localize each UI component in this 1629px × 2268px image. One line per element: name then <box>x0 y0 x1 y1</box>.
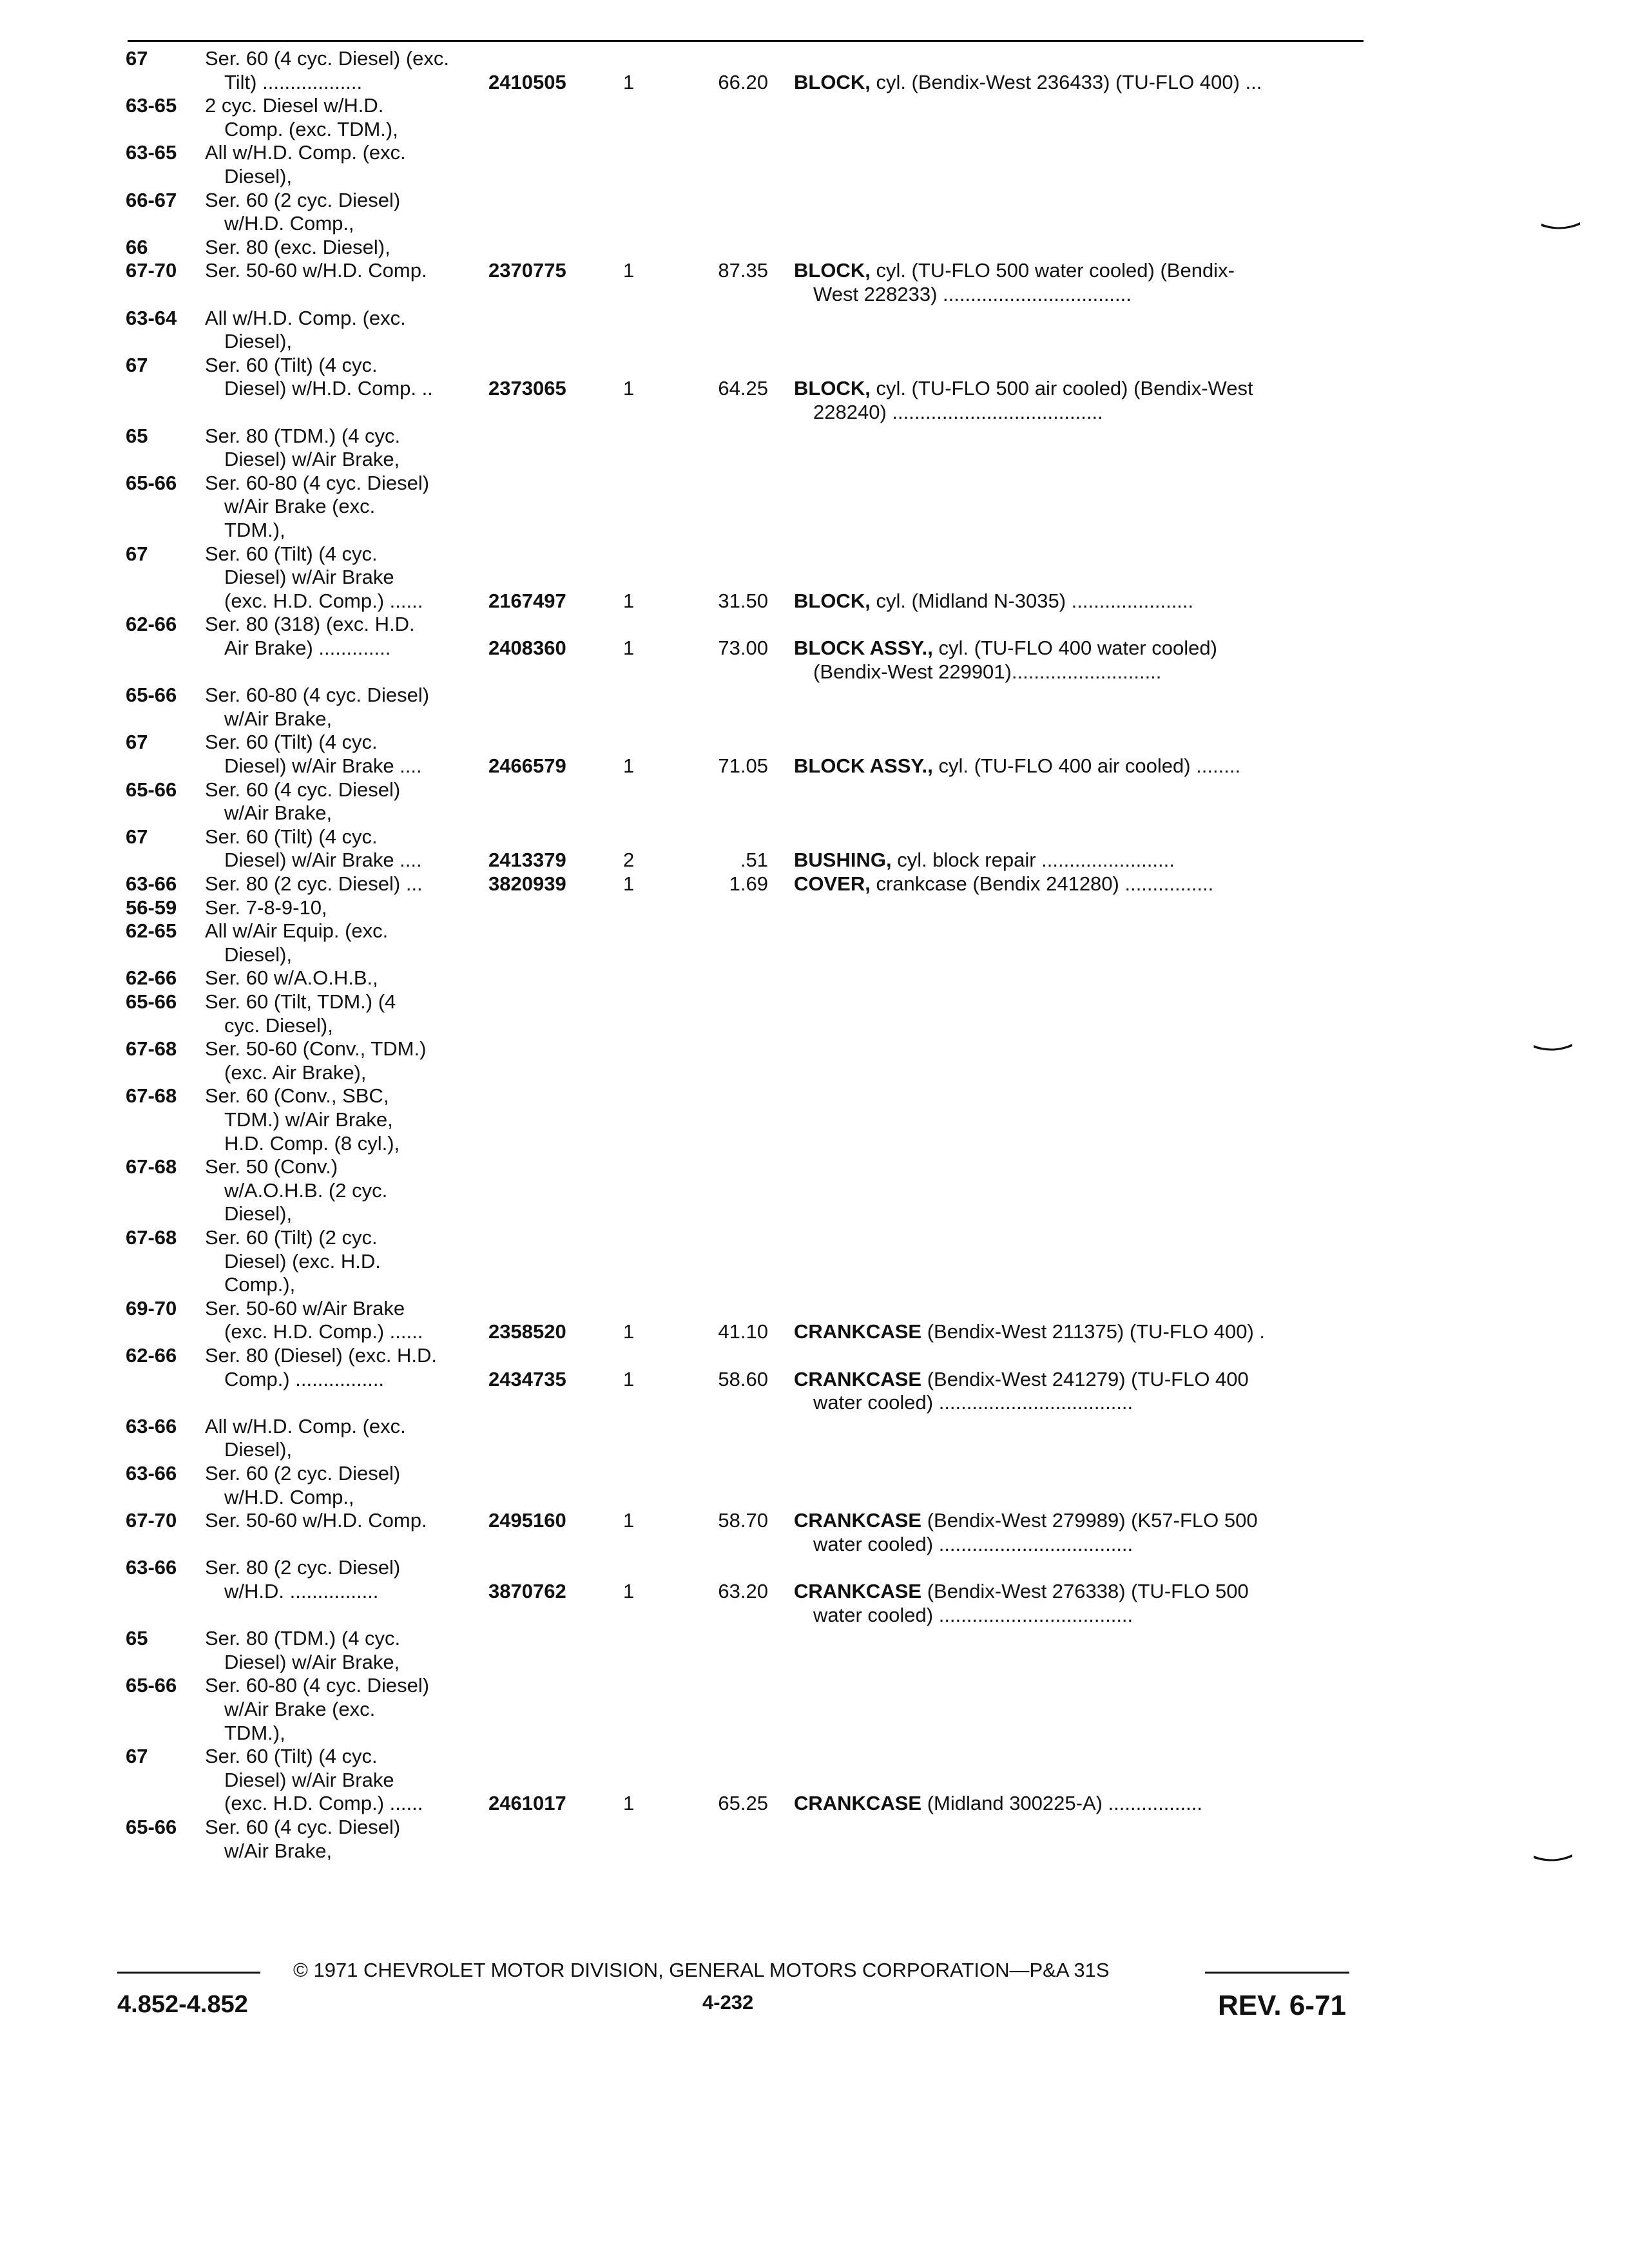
list-item <box>0 896 1629 920</box>
top-rule <box>128 40 1364 42</box>
part-name-detail: crankcase (Bendix 241280) ................ <box>870 872 1214 895</box>
application-description: w/H.D. ................ <box>224 1580 379 1602</box>
model-years: 62-66 <box>126 966 177 989</box>
model-years: 63-66 <box>126 1462 177 1485</box>
application-description: Diesel) w/Air Brake <box>224 1769 394 1791</box>
application-description: Ser. 80 (318) (exc. H.D. <box>205 613 415 635</box>
model-years: 67 <box>126 354 148 376</box>
quantity: 1 <box>623 377 635 399</box>
application-description: Ser. 80 (Diesel) (exc. H.D. <box>205 1344 438 1367</box>
list-item <box>0 376 1629 401</box>
part-name-keyword: BLOCK, <box>794 590 871 612</box>
list-item <box>0 990 1629 1014</box>
part-name <box>794 258 1235 283</box>
list-item <box>0 1461 1629 1486</box>
application-description: Diesel) w/H.D. Comp. .. <box>224 377 433 399</box>
list-item <box>0 778 1629 802</box>
application-description: Ser. 60 (4 cyc. Diesel) <box>205 778 401 801</box>
application-description: Ser. 80 (TDM.) (4 cyc. <box>205 1627 401 1649</box>
part-name <box>794 754 1240 778</box>
application-description: Ser. 7-8-9-10, <box>205 896 327 919</box>
list-item <box>0 612 1629 637</box>
part-number: 3820939 <box>488 872 566 895</box>
footer-rule-left <box>117 1972 260 1974</box>
quantity: 2 <box>623 849 635 871</box>
quantity: 1 <box>623 71 635 93</box>
part-name-detail: cyl. (TU-FLO 400 water cooled) <box>932 637 1217 659</box>
part-number: 2358520 <box>488 1320 566 1343</box>
application-description: Ser. 80 (2 cyc. Diesel) <box>205 1556 401 1579</box>
part-name-keyword: BLOCK ASSY., <box>794 754 933 777</box>
list-item <box>0 1414 1629 1439</box>
list-item <box>0 1626 1629 1651</box>
list-item <box>0 1320 1629 1344</box>
application-description: H.D. Comp. (8 cyl.), <box>224 1132 400 1155</box>
model-years: 63-65 <box>126 94 177 117</box>
application-description: Ser. 60 (4 cyc. Diesel) (exc. <box>205 47 450 70</box>
part-name-detail: (Bendix-West 211375) (TU-FLO 400) . <box>921 1320 1266 1343</box>
application-description: Ser. 60 (Tilt) (4 cyc. <box>205 354 378 376</box>
model-years: 66 <box>126 236 148 258</box>
part-name-detail: cyl. block repair ........................ <box>891 849 1175 871</box>
part-number: 2461017 <box>488 1792 566 1814</box>
price: 1.69 <box>729 872 768 895</box>
list-item <box>0 117 1629 142</box>
price: 58.60 <box>718 1368 768 1390</box>
part-name-detail: cyl. (TU-FLO 400 air cooled) ........ <box>932 754 1241 777</box>
part-number: 2373065 <box>488 377 566 399</box>
list-item <box>0 636 1629 660</box>
list-item <box>0 1532 1629 1557</box>
list-item <box>0 70 1629 95</box>
application-description: Ser. 60 (Tilt) (4 cyc. <box>205 543 378 565</box>
list-item <box>0 943 1629 967</box>
list-item <box>0 258 1629 283</box>
quantity: 1 <box>623 1320 635 1343</box>
quantity: 1 <box>623 1580 635 1602</box>
list-item <box>0 306 1629 331</box>
price: 31.50 <box>718 590 768 612</box>
model-years: 66-67 <box>126 189 177 211</box>
list-item <box>0 919 1629 943</box>
application-description: Ser. 60-80 (4 cyc. Diesel) <box>205 1674 430 1696</box>
part-name-detail: (Bendix-West 241279) (TU-FLO 400 <box>921 1368 1249 1390</box>
part-number: 2410505 <box>488 71 566 93</box>
application-description: Ser. 80 (TDM.) (4 cyc. <box>205 425 401 447</box>
list-item <box>0 235 1629 260</box>
model-years: 63-65 <box>126 141 177 164</box>
application-description: Ser. 60-80 (4 cyc. Diesel) <box>205 684 430 706</box>
part-name-keyword: BLOCK, <box>794 377 871 399</box>
application-description: Diesel) w/Air Brake .... <box>224 754 422 777</box>
application-description: All w/H.D. Comp. (exc. <box>205 1415 406 1437</box>
model-years: 69-70 <box>126 1297 177 1320</box>
model-years: 67 <box>126 543 148 565</box>
list-item <box>0 447 1629 472</box>
list-item <box>0 1084 1629 1108</box>
part-name-keyword: CRANKCASE <box>794 1320 922 1343</box>
list-item <box>0 1555 1629 1580</box>
price: .51 <box>740 849 768 871</box>
quantity: 1 <box>623 637 635 659</box>
application-description: All w/H.D. Comp. (exc. <box>205 141 406 164</box>
part-number: 2370775 <box>488 259 566 282</box>
list-item <box>0 1061 1629 1085</box>
list-item <box>0 518 1629 543</box>
application-description: w/H.D. Comp., <box>224 1486 354 1508</box>
application-description: TDM.), <box>224 519 285 541</box>
quantity: 1 <box>623 1368 635 1390</box>
application-description: Diesel) w/Air Brake <box>224 566 394 588</box>
application-description: cyc. Diesel), <box>224 1014 333 1037</box>
list-item <box>0 400 1629 425</box>
quantity: 1 <box>623 1792 635 1814</box>
price: 66.20 <box>718 71 768 93</box>
list-item <box>0 707 1629 731</box>
model-years: 62-66 <box>126 613 177 635</box>
application-description: Diesel), <box>224 1202 293 1225</box>
list-item <box>0 801 1629 825</box>
application-description: Comp. (exc. TDM.), <box>224 118 398 140</box>
part-name-keyword: BLOCK ASSY., <box>794 637 933 659</box>
model-years: 56-59 <box>126 896 177 919</box>
part-name <box>794 1320 1265 1344</box>
list-item <box>0 1673 1629 1698</box>
price: 41.10 <box>718 1320 768 1343</box>
list-item <box>0 825 1629 849</box>
price: 73.00 <box>718 637 768 659</box>
application-description: Ser. 60 (2 cyc. Diesel) <box>205 1462 401 1485</box>
part-name <box>794 376 1253 401</box>
application-description: Ser. 60 (4 cyc. Diesel) <box>205 1816 401 1838</box>
application-description: Ser. 60-80 (4 cyc. Diesel) <box>205 472 430 494</box>
application-description: Ser. 50-60 w/H.D. Comp. <box>205 1509 427 1532</box>
list-item <box>0 46 1629 71</box>
model-years: 67-68 <box>126 1084 177 1107</box>
part-name-continued: water cooled) ................................... <box>813 1391 1133 1414</box>
application-description: Diesel), <box>224 1438 293 1461</box>
list-item <box>0 1815 1629 1840</box>
list-item <box>0 1744 1629 1769</box>
list-item <box>0 471 1629 495</box>
quantity: 1 <box>623 754 635 777</box>
revision-date: REV. 6-71 <box>1218 1990 1346 2021</box>
quantity: 1 <box>623 1509 635 1532</box>
application-description: w/Air Brake, <box>224 707 333 730</box>
part-name-keyword: CRANKCASE <box>794 1509 922 1532</box>
part-number: 2495160 <box>488 1509 566 1532</box>
list-item <box>0 1178 1629 1203</box>
page-number: 4-232 <box>702 1991 754 2013</box>
list-item <box>0 1249 1629 1274</box>
part-name-detail: cyl. (Bendix-West 236433) (TU-FLO 400) ... <box>870 71 1262 93</box>
application-description: Ser. 80 (exc. Diesel), <box>205 236 390 258</box>
application-description: Diesel) w/Air Brake, <box>224 448 400 470</box>
list-item <box>0 683 1629 707</box>
list-item <box>0 1768 1629 1792</box>
application-description: Diesel) w/Air Brake .... <box>224 849 422 871</box>
footer-rule-right <box>1205 1972 1349 1974</box>
quantity: 1 <box>623 590 635 612</box>
model-years: 67 <box>126 825 148 848</box>
list-item <box>0 1508 1629 1533</box>
part-name <box>794 1508 1258 1533</box>
application-description: Diesel) w/Air Brake, <box>224 1651 400 1673</box>
part-number: 2466579 <box>488 754 566 777</box>
list-item <box>0 1791 1629 1816</box>
application-description: w/Air Brake, <box>224 802 333 824</box>
quantity: 1 <box>623 259 635 282</box>
part-number: 2408360 <box>488 637 566 659</box>
model-years: 67-68 <box>126 1155 177 1178</box>
application-description: (exc. H.D. Comp.) ...... <box>224 1320 423 1343</box>
application-description: Ser. 60 (Tilt) (4 cyc. <box>205 825 378 848</box>
list-item <box>0 424 1629 448</box>
part-name-keyword: CRANKCASE <box>794 1580 922 1602</box>
application-description: Ser. 60 (Tilt, TDM.) (4 <box>205 990 396 1013</box>
list-item <box>0 754 1629 778</box>
application-description: (exc. H.D. Comp.) ...... <box>224 590 423 612</box>
list-item <box>0 282 1629 307</box>
part-name-detail: cyl. (TU-FLO 500 water cooled) (Bendix- <box>870 259 1235 282</box>
model-years: 67-70 <box>126 1509 177 1532</box>
binder-mark <box>1534 1853 1572 1862</box>
part-name <box>794 1791 1202 1816</box>
application-description: Ser. 60 (Tilt) (4 cyc. <box>205 1745 378 1767</box>
application-description: (exc. H.D. Comp.) ...... <box>224 1792 423 1814</box>
part-name <box>794 1367 1249 1392</box>
part-name-detail: (Bendix-West 279989) (K57-FLO 500 <box>921 1509 1258 1532</box>
model-years: 65-66 <box>126 684 177 706</box>
part-name-continued: water cooled) ................................... <box>813 1533 1133 1555</box>
list-item <box>0 1131 1629 1156</box>
part-name-keyword: COVER, <box>794 872 871 895</box>
application-description: Ser. 50-60 w/H.D. Comp. <box>205 259 427 282</box>
part-name-detail: cyl. (Midland N-3035) ...................... <box>870 590 1194 612</box>
binder-mark <box>1541 221 1580 230</box>
model-years: 67-68 <box>126 1037 177 1060</box>
list-item <box>0 494 1629 519</box>
list-item <box>0 93 1629 118</box>
model-years: 65 <box>126 1627 148 1649</box>
list-item <box>0 1390 1629 1415</box>
application-description: Ser. 50-60 (Conv., TDM.) <box>205 1037 427 1060</box>
list-item <box>0 1108 1629 1132</box>
application-description: Ser. 60 (Conv., SBC, <box>205 1084 389 1107</box>
part-number: 3870762 <box>488 1580 566 1602</box>
section-number: 4.852-4.852 <box>117 1991 248 2018</box>
application-description: Ser. 50 (Conv.) <box>205 1155 338 1178</box>
model-years: 62-66 <box>126 1344 177 1367</box>
list-item <box>0 329 1629 354</box>
application-description: w/Air Brake (exc. <box>224 495 376 517</box>
application-description: Diesel), <box>224 330 293 352</box>
application-description: w/Air Brake, <box>224 1840 333 1862</box>
application-description: w/A.O.H.B. (2 cyc. <box>224 1179 388 1202</box>
part-name <box>794 872 1213 896</box>
part-name-keyword: BUSHING, <box>794 849 892 871</box>
part-name-keyword: BLOCK, <box>794 71 871 93</box>
list-item <box>0 1225 1629 1250</box>
model-years: 65-66 <box>126 1816 177 1838</box>
price: 63.20 <box>718 1580 768 1602</box>
list-item <box>0 1202 1629 1226</box>
list-item <box>0 1343 1629 1368</box>
application-description: Ser. 60 (Tilt) (4 cyc. <box>205 731 378 753</box>
application-description: w/Air Brake (exc. <box>224 1698 376 1720</box>
model-years: 63-64 <box>126 307 177 329</box>
model-years: 67-70 <box>126 259 177 282</box>
part-name <box>794 1579 1249 1604</box>
part-number: 2167497 <box>488 590 566 612</box>
part-name <box>794 589 1193 613</box>
model-years: 63-66 <box>126 1556 177 1579</box>
application-description: Ser. 60 w/A.O.H.B., <box>205 966 378 989</box>
application-description: Air Brake) ............. <box>224 637 391 659</box>
application-description: Ser. 80 (2 cyc. Diesel) ... <box>205 872 423 895</box>
list-item <box>0 140 1629 165</box>
part-name-detail: (Midland 300225-A) ................. <box>921 1792 1202 1814</box>
copyright-line: © 1971 CHEVROLET MOTOR DIVISION, GENERAL MOTORS CORPORATION—P&A 31S <box>293 1959 1110 1981</box>
part-name-keyword: CRANKCASE <box>794 1368 922 1390</box>
part-name-keyword: CRANKCASE <box>794 1792 922 1814</box>
list-item <box>0 589 1629 613</box>
application-description: (exc. Air Brake), <box>224 1061 367 1084</box>
model-years: 65-66 <box>126 778 177 801</box>
model-years: 67 <box>126 731 148 753</box>
list-item <box>0 848 1629 872</box>
list-item <box>0 353 1629 378</box>
part-name-continued: (Bendix-West 229901)........................... <box>813 660 1162 683</box>
part-name-continued: water cooled) ................................... <box>813 1604 1133 1626</box>
model-years: 65-66 <box>126 472 177 494</box>
list-item <box>0 542 1629 566</box>
model-years: 67 <box>126 1745 148 1767</box>
list-item <box>0 1296 1629 1321</box>
application-description: Tilt) .................. <box>224 71 363 93</box>
application-description: Diesel), <box>224 165 293 187</box>
list-item <box>0 1014 1629 1038</box>
list-item <box>0 164 1629 189</box>
binder-mark <box>1534 1043 1572 1052</box>
list-item <box>0 1037 1629 1061</box>
application-description: w/H.D. Comp., <box>224 212 354 235</box>
part-name <box>794 636 1217 660</box>
model-years: 63-66 <box>126 1415 177 1437</box>
list-item <box>0 188 1629 213</box>
price: 65.25 <box>718 1792 768 1814</box>
list-item <box>0 1579 1629 1604</box>
model-years: 63-66 <box>126 872 177 895</box>
list-item <box>0 730 1629 754</box>
price: 71.05 <box>718 754 768 777</box>
quantity: 1 <box>623 872 635 895</box>
part-name-continued: West 228233) .................................. <box>813 283 1132 305</box>
model-years: 65 <box>126 425 148 447</box>
part-name <box>794 70 1262 95</box>
part-name-detail: cyl. (TU-FLO 500 air cooled) (Bendix-West <box>870 377 1253 399</box>
model-years: 62-65 <box>126 919 177 942</box>
part-name-continued: 228240) ...................................... <box>813 401 1103 423</box>
application-description: All w/Air Equip. (exc. <box>205 919 389 942</box>
application-description: Comp.) ................ <box>224 1368 385 1390</box>
list-item <box>0 1697 1629 1722</box>
model-years: 65-66 <box>126 990 177 1013</box>
price: 87.35 <box>718 259 768 282</box>
part-number: 2434735 <box>488 1368 566 1390</box>
application-description: TDM.) w/Air Brake, <box>224 1108 393 1131</box>
model-years: 67 <box>126 47 148 70</box>
application-description: TDM.), <box>224 1722 285 1744</box>
list-item <box>0 966 1629 990</box>
price: 64.25 <box>718 377 768 399</box>
application-description: Diesel), <box>224 943 293 966</box>
list-item <box>0 1437 1629 1462</box>
application-description: Comp.), <box>224 1273 296 1296</box>
list-item <box>0 1367 1629 1392</box>
list-item <box>0 872 1629 896</box>
list-item <box>0 1650 1629 1675</box>
list-item <box>0 1839 1629 1863</box>
part-name-keyword: BLOCK, <box>794 259 871 282</box>
application-description: Ser. 50-60 w/Air Brake <box>205 1297 405 1320</box>
application-description: 2 cyc. Diesel w/H.D. <box>205 94 384 117</box>
part-name <box>794 848 1175 872</box>
model-years: 67-68 <box>126 1226 177 1249</box>
list-item <box>0 211 1629 236</box>
list-item <box>0 1155 1629 1179</box>
list-item <box>0 660 1629 684</box>
list-item <box>0 1721 1629 1745</box>
application-description: Ser. 60 (Tilt) (2 cyc. <box>205 1226 378 1249</box>
application-description: Diesel) (exc. H.D. <box>224 1250 381 1273</box>
price: 58.70 <box>718 1509 768 1532</box>
list-item <box>0 1485 1629 1510</box>
application-description: All w/H.D. Comp. (exc. <box>205 307 406 329</box>
list-item <box>0 1603 1629 1628</box>
application-description: Ser. 60 (2 cyc. Diesel) <box>205 189 401 211</box>
list-item <box>0 565 1629 590</box>
model-years: 65-66 <box>126 1674 177 1696</box>
list-item <box>0 1273 1629 1297</box>
part-number: 2413379 <box>488 849 566 871</box>
part-name-detail: (Bendix-West 276338) (TU-FLO 500 <box>921 1580 1249 1602</box>
